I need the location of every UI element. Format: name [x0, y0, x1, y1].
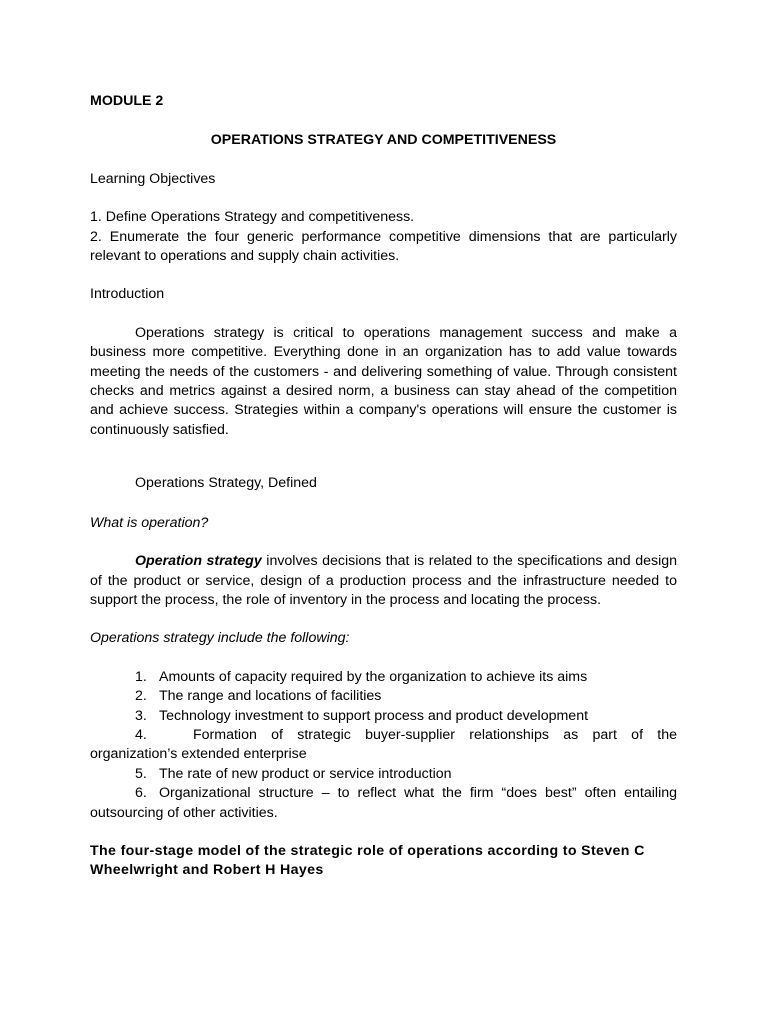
- module-label: MODULE 2: [90, 93, 164, 109]
- list-item: [90, 707, 677, 726]
- strategy-elements-list: [90, 668, 677, 823]
- list-item: [90, 668, 677, 687]
- include-following-label: Operations strategy include the following:: [90, 630, 350, 647]
- what-is-operation-question: What is operation?: [90, 514, 209, 531]
- operation-strategy-term: Operation strategy: [135, 553, 262, 570]
- operation-strategy-definition: involves decisions that is related to the specifications and design of the product or service, design of a production process and the infrastructure needed to support the process, the role of inventory in the process and locating the process.: [90, 553, 677, 608]
- objective-item: 2. Enumerate the four generic performance competitive dimensions that are particularly relevant to operations and supply chain activities.: [90, 228, 677, 265]
- list-item-text: Technology investment to support process and product development: [159, 707, 589, 724]
- list-item-number: 5.: [135, 765, 147, 782]
- list-item-number: 3.: [135, 707, 147, 724]
- list-item-number: 1.: [135, 668, 147, 685]
- list-item-number: 6.: [135, 785, 147, 802]
- list-item-text: Formation of strategic buyer-supplier relationships as part of the organization’s extended enterprise: [90, 726, 677, 763]
- list-item: [90, 726, 677, 765]
- introduction-heading: Introduction: [90, 286, 165, 303]
- page-title: OPERATIONS STRATEGY AND COMPETITIVENESS: [210, 132, 557, 149]
- list-item-text: Organizational structure – to reflect what the firm “does best” often entailing outsourcing of other activities.: [90, 785, 677, 821]
- list-item-number: 2.: [135, 688, 147, 705]
- operations-strategy-defined-heading: Operations Strategy, Defined: [135, 475, 317, 492]
- four-stage-model-heading: The four-stage model of the strategic role of operations according to Steven C Wheelwright and Robert H Hayes: [90, 842, 645, 879]
- list-item: [90, 687, 677, 706]
- introduction-paragraph: Operations strategy is critical to operations management success and make a business more competitive. Everything done in an organization has to add value towards meeting the needs of the customers - and delivering something of value. Through consistent checks and metrics against a desired norm, a business can stay ahead of the competition and achieve success. Strategies within a company's operations will ensure the customer is continuously satisfied.: [90, 324, 677, 438]
- operation-strategy-paragraph: [90, 552, 677, 610]
- list-item-number: 4.: [135, 726, 147, 743]
- learning-objectives-heading: Learning Objectives: [90, 170, 216, 187]
- list-item: [90, 784, 677, 823]
- list-item: [90, 765, 677, 784]
- list-item-text: The range and locations of facilities: [159, 688, 382, 705]
- objective-item: 1. Define Operations Strategy and competitiveness.: [90, 209, 415, 226]
- objectives-list: [90, 208, 677, 266]
- list-item-text: Amounts of capacity required by the organization to achieve its aims: [159, 668, 588, 685]
- list-item-text: The rate of new product or service introduction: [159, 765, 452, 782]
